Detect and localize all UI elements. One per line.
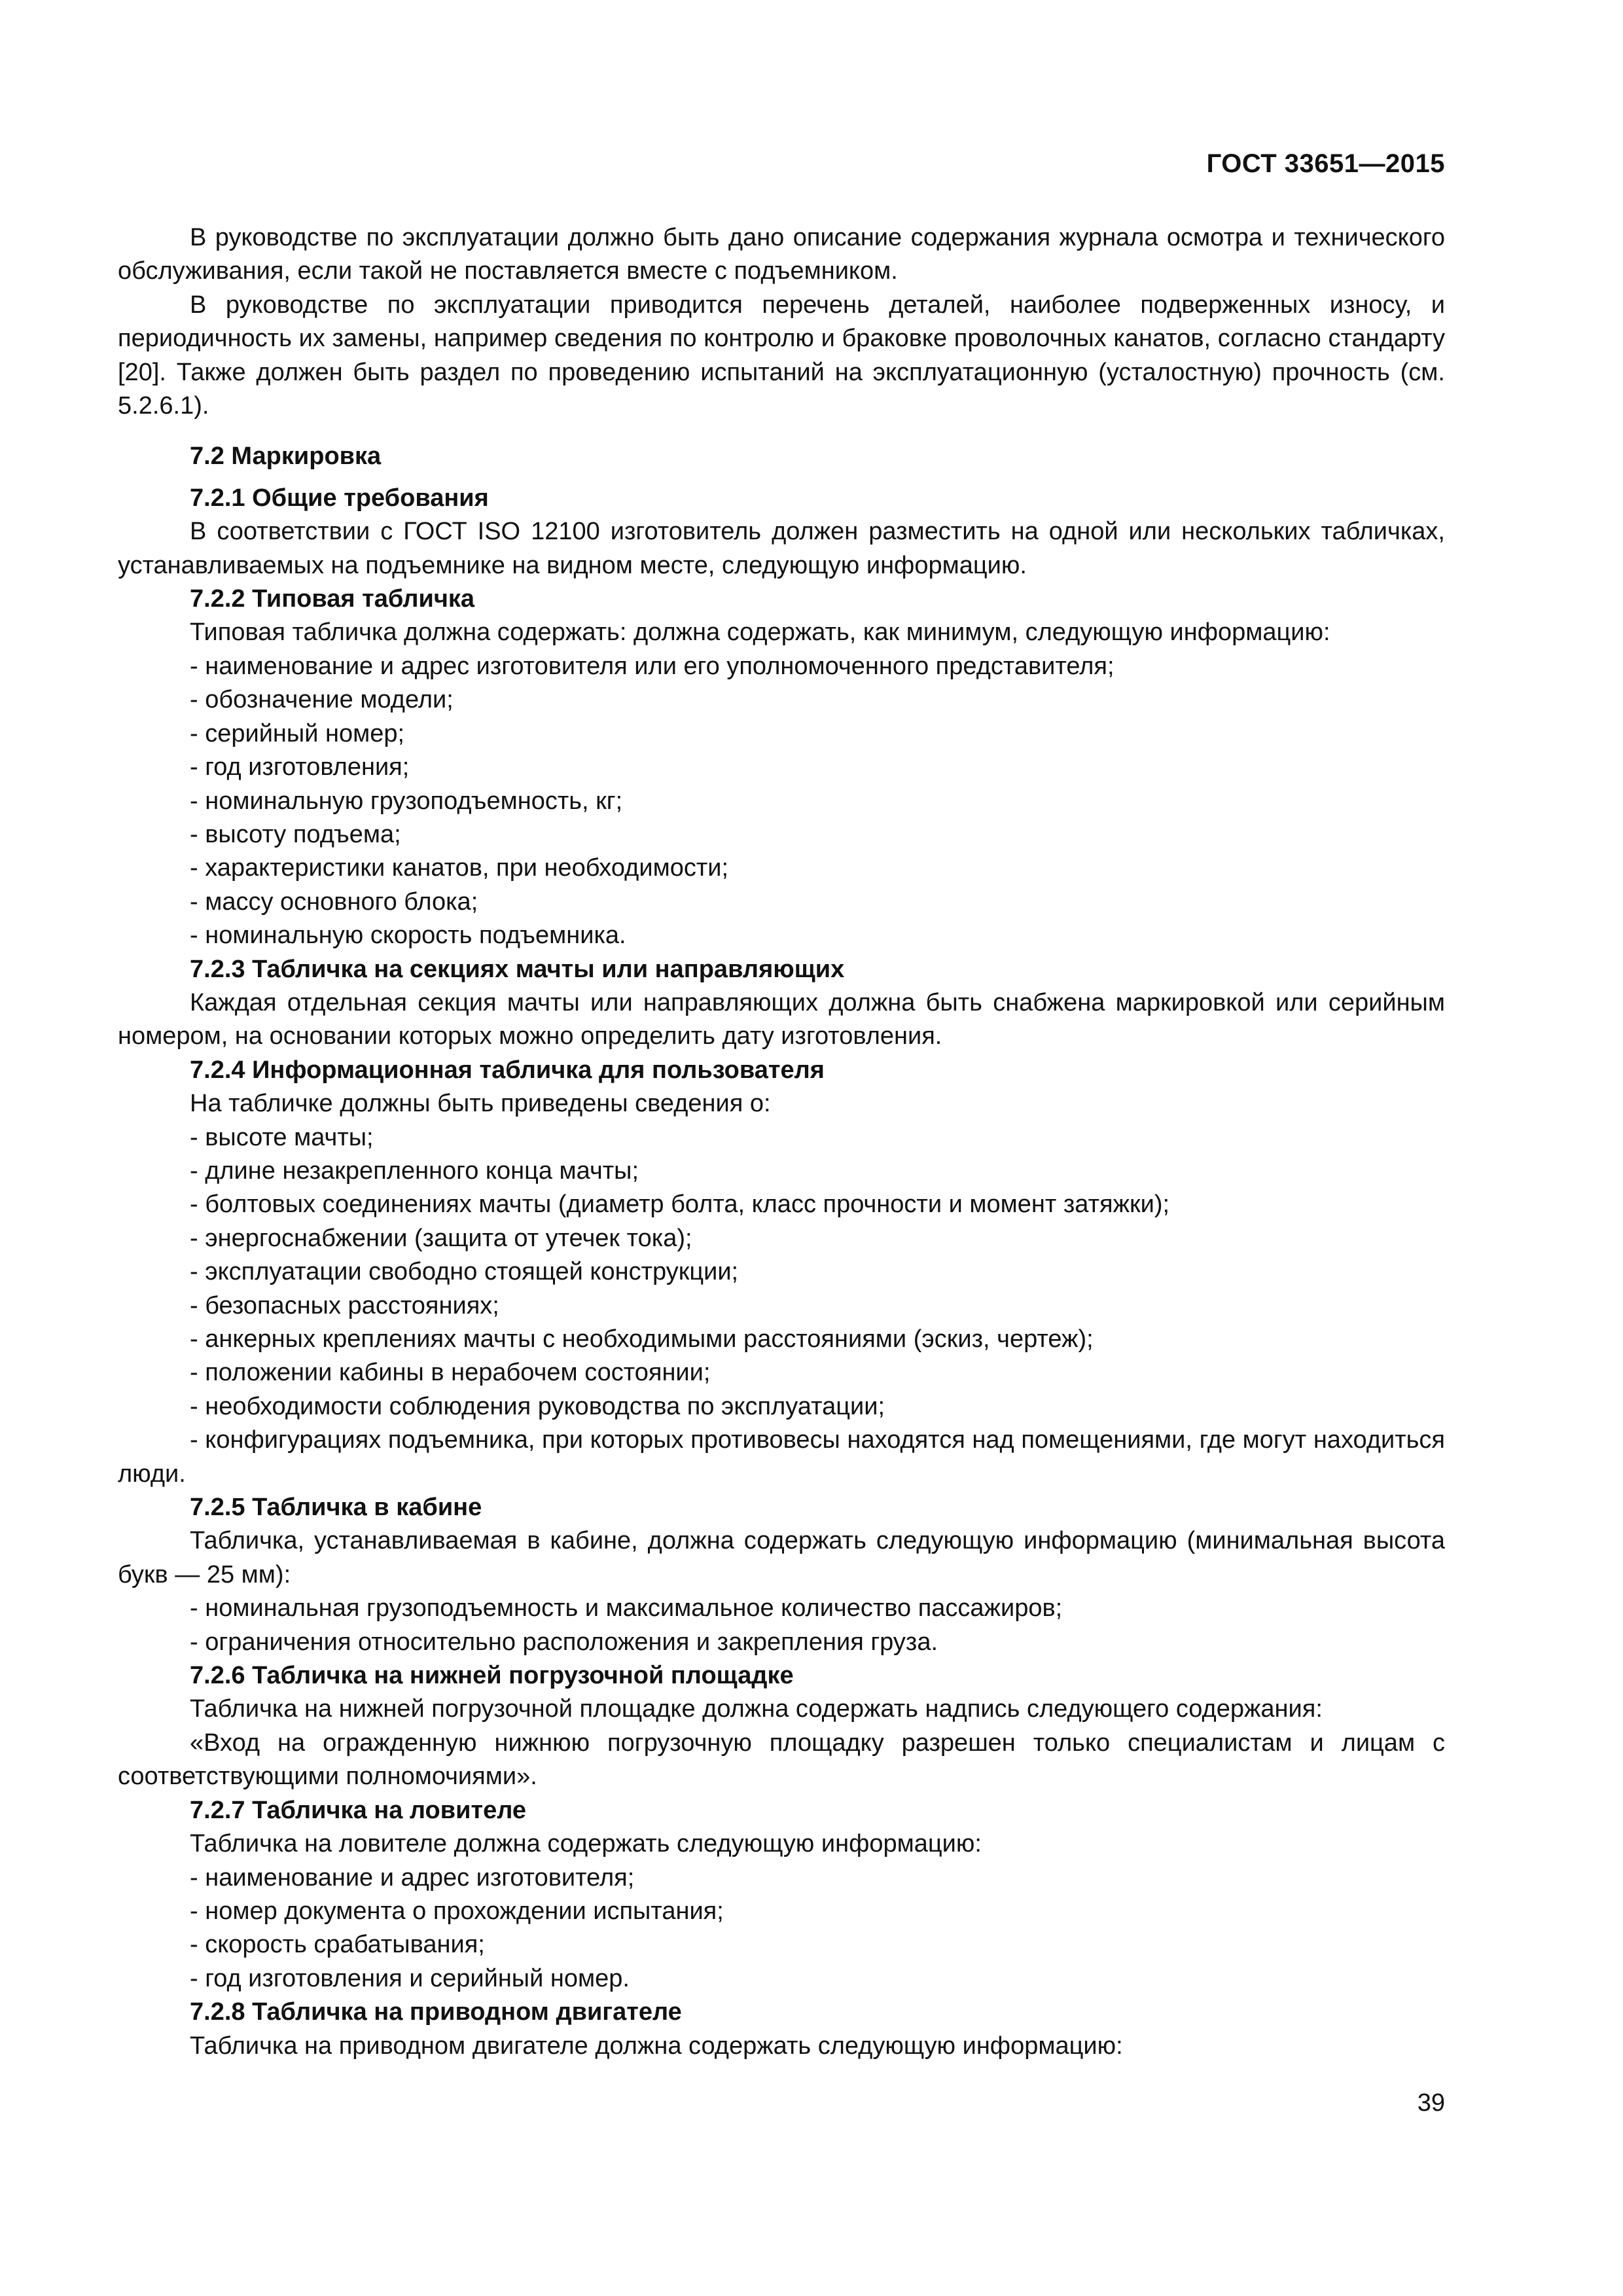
list-item: - номинальная грузоподъемность и максимальное количество пассажиров; (190, 1594, 1063, 1623)
list-item: - год изготовления; (190, 753, 410, 781)
list-item: - серийный номер; (190, 719, 405, 747)
document-id-header: ГОСТ 33651—2015 (1206, 149, 1445, 178)
subsection-text-7-2-8: Табличка на приводном двигателе должна содержать следующую информацию: (190, 2032, 1123, 2060)
list-item: - болтовых соединениях мачты (диаметр болта, класс прочности и момент затяжки); (190, 1191, 1170, 1219)
subsection-title-7-2-1: 7.2.1 Общие требования (190, 484, 489, 512)
list-item: - длине незакрепленного конца мачты; (190, 1157, 639, 1185)
sign-quote-text: «Вход на огражденную нижнюю погрузочную площадку разрешен только специалистам и лицам с соответствующими полномочиями». (118, 1729, 1445, 1791)
subsection-text-7-2-1: В соответствии с ГОСТ ISO 12100 изготовитель должен разместить на одной или нескольких табличках, устанавливаемых на подъемнике на видном месте, следующую информацию. (118, 518, 1445, 579)
list-item: - эксплуатации свободно стоящей конструкции; (190, 1258, 739, 1286)
intro-paragraph-1: В руководстве по эксплуатации должно быть дано описание содержания журнала осмотра и технического обслуживания, если такой не поставляется вместе с подъемником. (118, 224, 1445, 285)
list-item: - положении кабины в нерабочем состоянии; (190, 1359, 711, 1387)
list-item: - необходимости соблюдения руководства по эксплуатации; (190, 1392, 885, 1420)
intro-paragraph-2: В руководстве по эксплуатации приводится перечень деталей, наиболее подверженных износу, и периодичность их замены, например сведения по контролю и браковке проволочных канатов, согласно стандарту [20]. Также должен быть раздел по проведению испытаний на эксплуатационную (усталостную) прочность (см. 5.2.6.1). (118, 291, 1445, 420)
subsection-text-7-2-4: На табличке должны быть приведены сведения о: (190, 1090, 771, 1118)
subsection-text-7-2-2: Типовая табличка должна содержать: должна содержать, как минимум, следующую информацию: (190, 619, 1330, 647)
list-item: - высоту подъема; (190, 820, 401, 848)
subsection-text-7-2-7: Табличка на ловителе должна содержать следующую информацию: (190, 1830, 982, 1858)
page-number: 39 (1417, 2089, 1445, 2117)
list-item: - наименование и адрес изготовителя или его уполномоченного представителя; (190, 652, 1115, 680)
list-item: - характеристики канатов, при необходимости; (190, 854, 729, 882)
list-item: - анкерных креплениях мачты с необходимыми расстояниями (эскиз, чертеж); (190, 1325, 1094, 1353)
section-title-7-2: 7.2 Маркировка (190, 442, 382, 471)
list-item: - скорость срабатывания; (190, 1931, 485, 1959)
list-item: - год изготовления и серийный номер. (190, 1964, 630, 1992)
list-item: - безопасных расстояниях; (190, 1291, 499, 1319)
subsection-title-7-2-3: 7.2.3 Табличка на секциях мачты или направляющих (190, 955, 845, 983)
subsection-title-7-2-4: 7.2.4 Информационная табличка для пользователя (190, 1056, 825, 1084)
list-item: - конфигурациях подъемника, при которых противовесы находятся над помещениями, где могут находиться люди. (118, 1426, 1445, 1488)
list-item: - высоте мачты; (190, 1123, 374, 1151)
list-item: - обозначение модели; (190, 686, 454, 714)
subsection-text-7-2-5: Табличка, устанавливаемая в кабине, должна содержать следующую информацию (минимальная высота букв — 25 мм): (118, 1527, 1445, 1588)
subsection-text-7-2-3: Каждая отдельная секция мачты или направляющих должна быть снабжена маркировкой или серийным номером, на основании которых можно определить дату изготовления. (118, 988, 1445, 1050)
subsection-title-7-2-2: 7.2.2 Типовая табличка (190, 585, 475, 613)
subsection-title-7-2-7: 7.2.7 Табличка на ловителе (190, 1796, 527, 1824)
subsection-title-7-2-8: 7.2.8 Табличка на приводном двигателе (190, 1998, 682, 2026)
list-item: - ограничения относительно расположения и закрепления груза. (190, 1628, 938, 1656)
list-item: - номинальную грузоподъемность, кг; (190, 787, 623, 815)
list-item: - наименование и адрес изготовителя; (190, 1863, 635, 1892)
list-item: - массу основного блока; (190, 888, 478, 916)
list-item: - энергоснабжении (защита от утечек тока); (190, 1224, 692, 1252)
subsection-text-7-2-6: Табличка на нижней погрузочной площадке должна содержать надпись следующего содержания: (190, 1695, 1323, 1723)
list-item: - номинальную скорость подъемника. (190, 922, 626, 950)
page-content (118, 221, 1445, 2063)
subsection-title-7-2-6: 7.2.6 Табличка на нижней погрузочной площадке (190, 1662, 794, 1690)
list-item: - номер документа о прохождении испытания; (190, 1897, 724, 1925)
subsection-title-7-2-5: 7.2.5 Табличка в кабине (190, 1494, 482, 1522)
